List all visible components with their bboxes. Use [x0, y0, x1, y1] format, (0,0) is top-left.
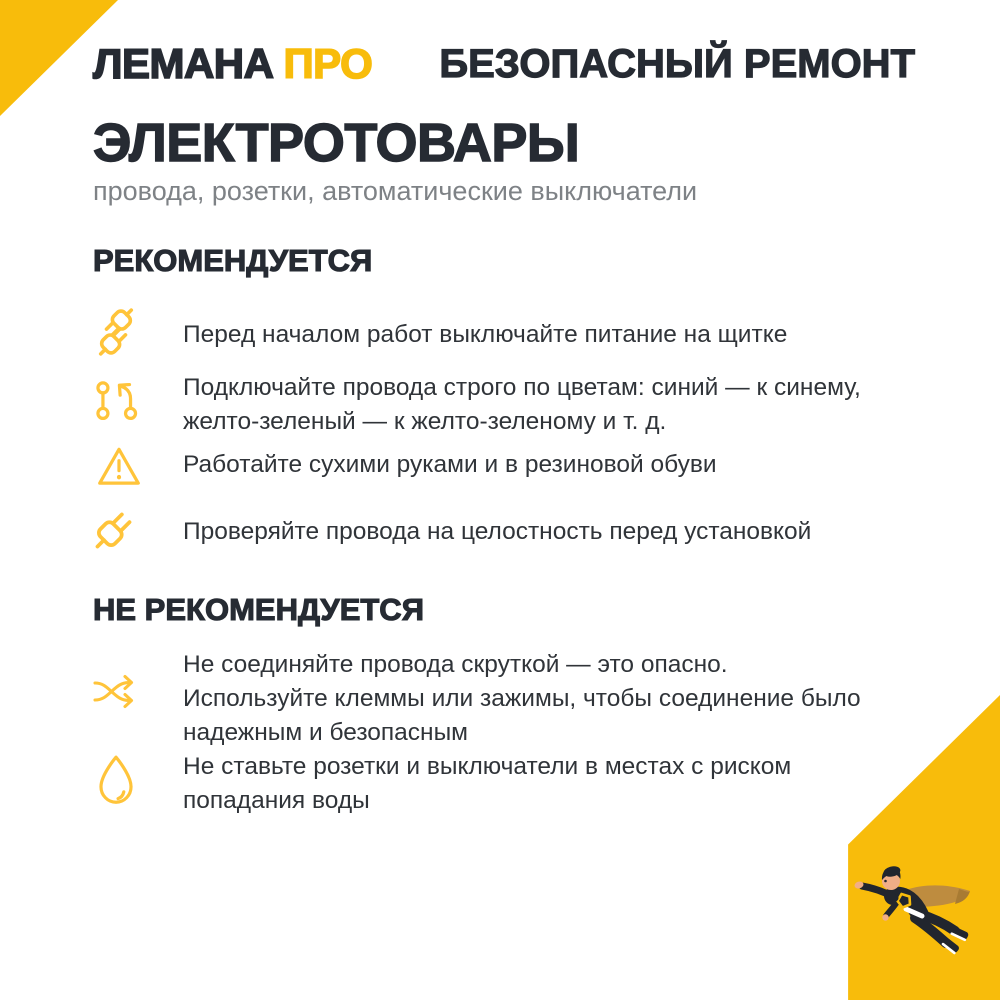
color-matched-wires-icon [92, 378, 142, 428]
page-subtitle: провода, розетки, автоматические выключатели [93, 176, 698, 206]
logo-text-pro: ПРО [283, 40, 373, 87]
page-title: ЭЛЕКТРОТОВАРЫ [93, 113, 580, 173]
recommended-item-text: Работайте сухими руками и в резиновой обуви [183, 451, 717, 478]
twisted-wires-shuffle-icon [88, 668, 140, 716]
not-recommended-item-text: Не соединяйте провода скруткой — это опасно. Используйте клеммы или зажимы, чтобы соединение было надежным и безопасным [183, 651, 861, 746]
water-drop-icon [93, 752, 139, 810]
warning-triangle-icon [94, 442, 144, 492]
logo-text-lemana: ЛЕМАНА [93, 40, 274, 87]
flying-superhero-mascot [851, 858, 983, 963]
recommended-item-text: Перед началом работ выключайте питание на щитке [183, 321, 788, 348]
not-recommended-item-text: Не ставьте розетки и выключатели в местах с риском попадания воды [183, 753, 792, 814]
header-title: БЕЗОПАСНЫЙ РЕМОНТ [439, 41, 915, 86]
header [93, 40, 915, 88]
section-heading-not-recommended: НЕ РЕКОМЕНДУЕТСЯ [93, 592, 424, 627]
unplugged-connectors-icon [88, 304, 144, 360]
recommended-item-text: Подключайте провода строго по цветам: синий — к синему, желто-зеленый — к желто-зеленому и т. д. [183, 374, 861, 435]
recommended-item-text: Проверяйте провода на целостность перед установкой [183, 518, 812, 545]
plug-icon [86, 500, 144, 558]
section-heading-recommended: РЕКОМЕНДУЕТСЯ [93, 243, 373, 278]
lemana-pro-logo [93, 40, 372, 88]
